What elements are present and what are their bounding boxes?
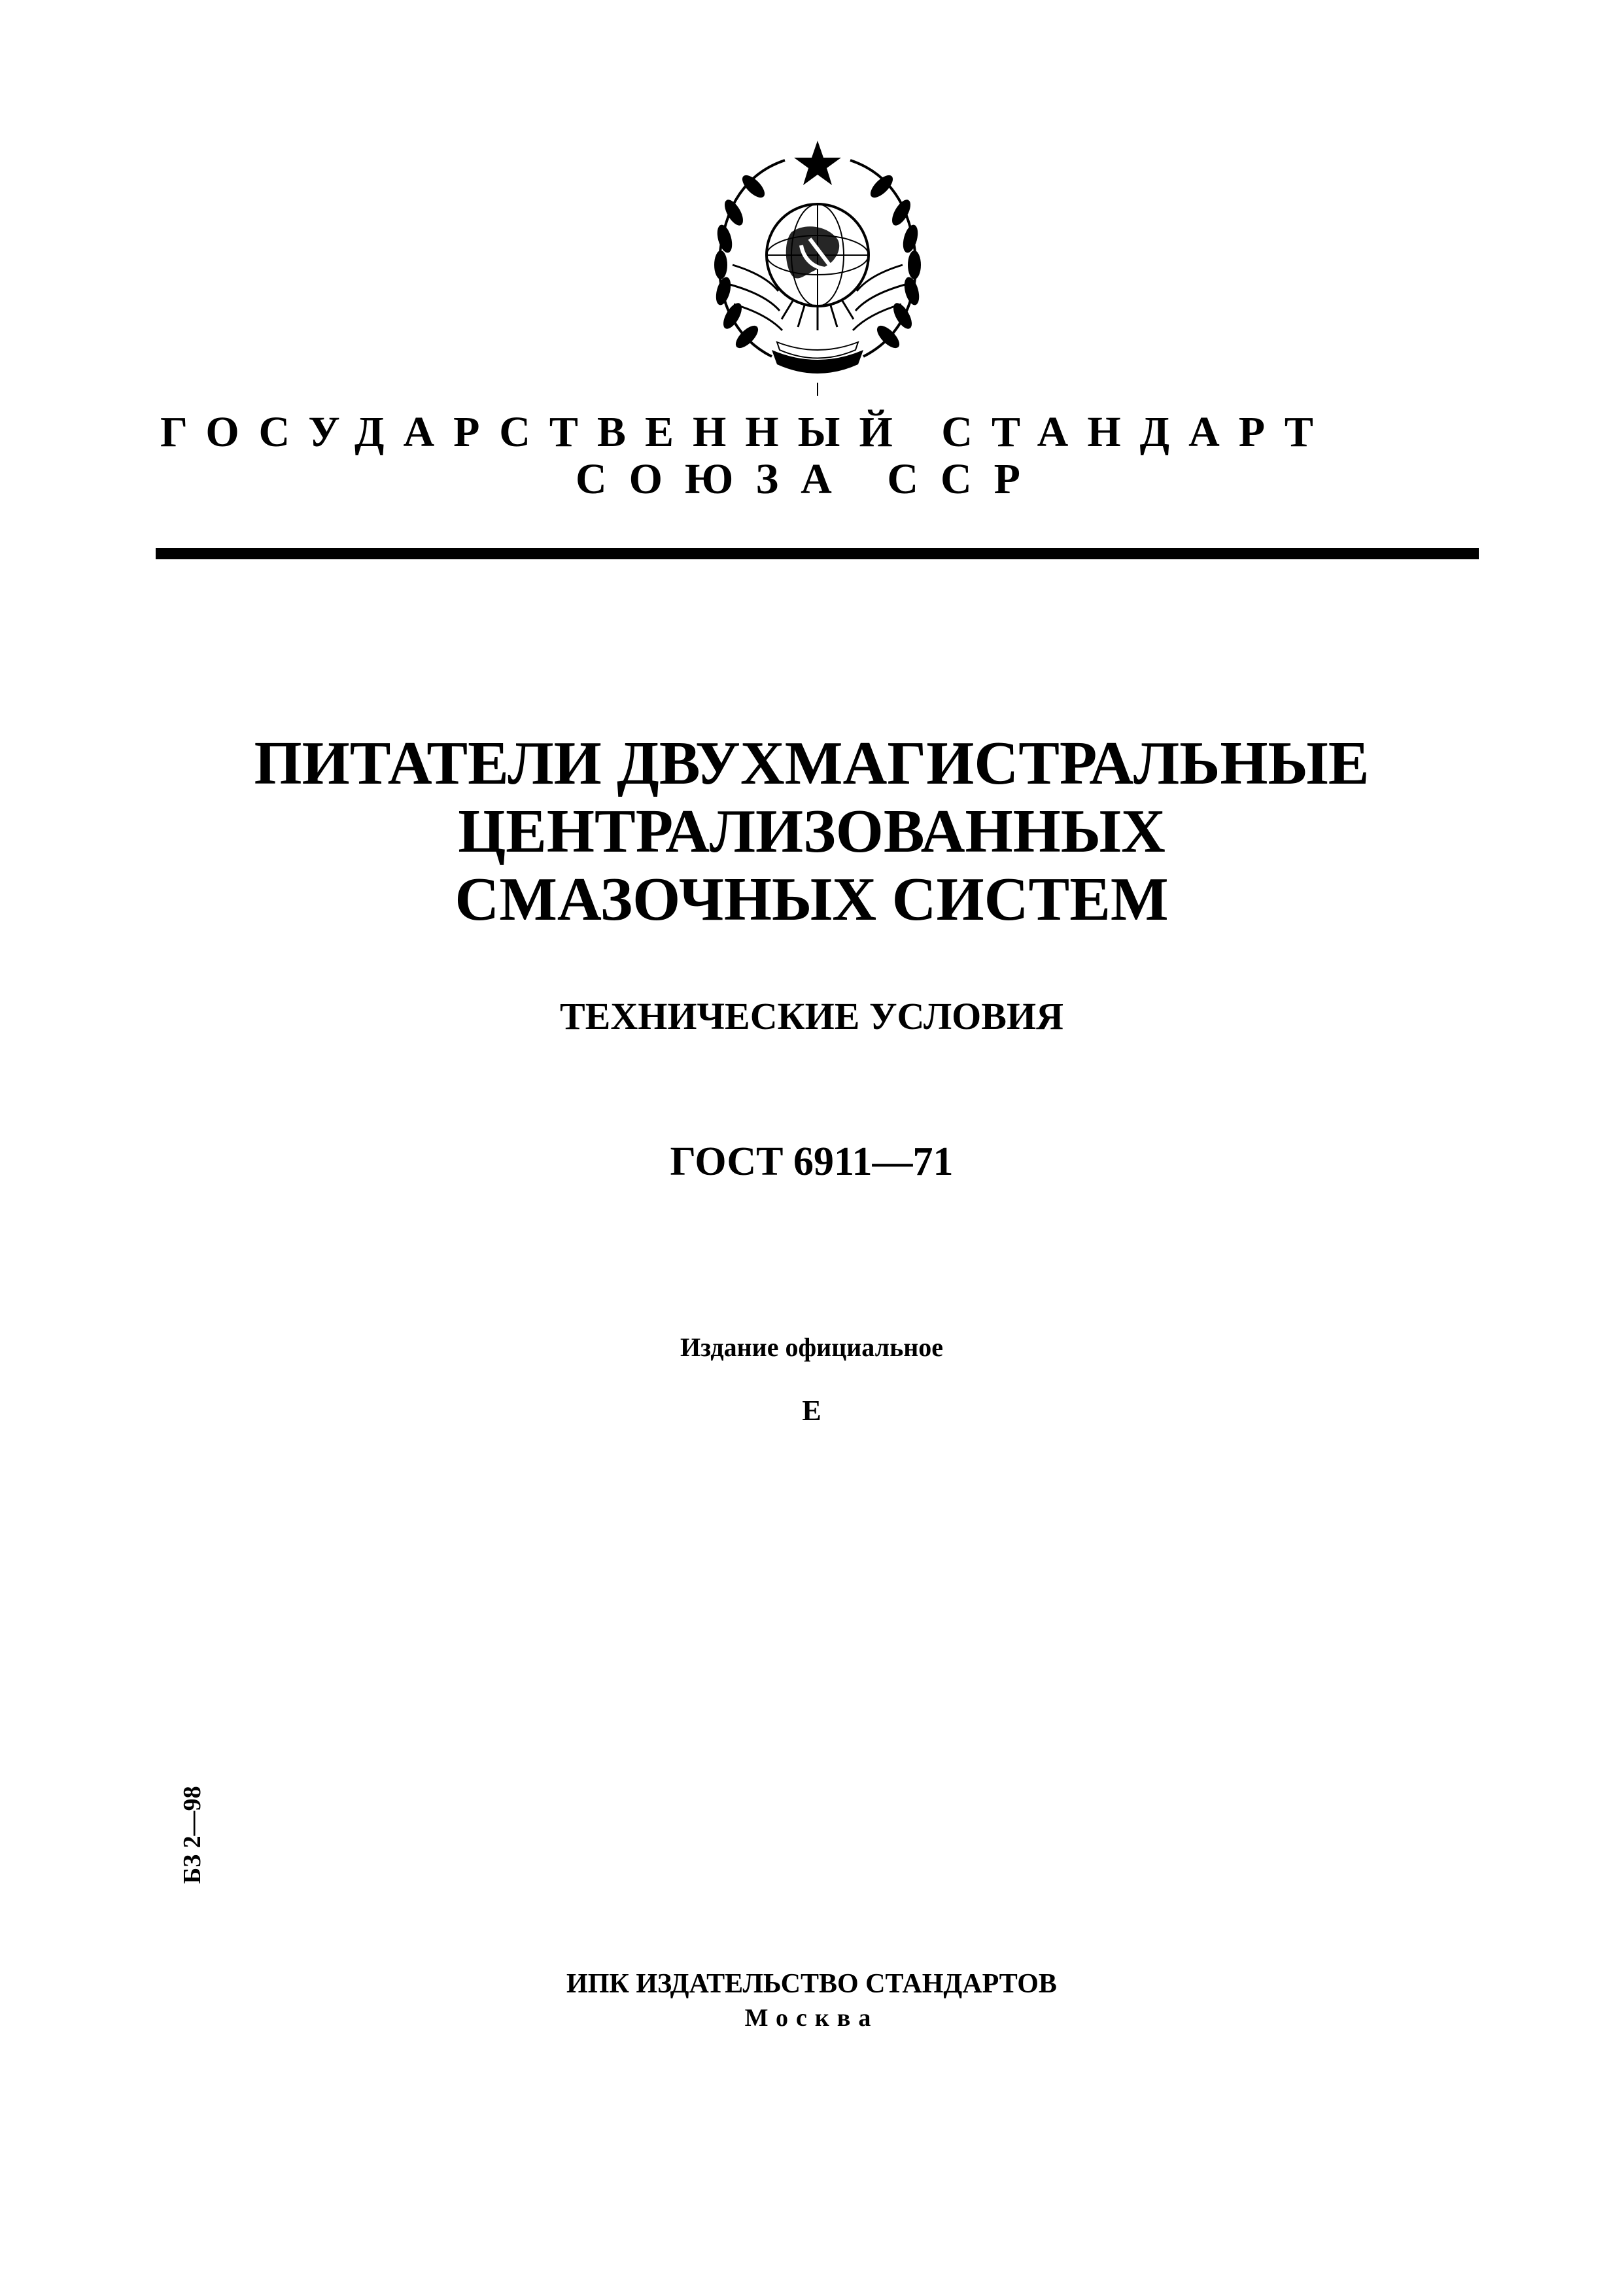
document-title [158, 729, 1466, 933]
header-ussr: СОЮЗА ССР [576, 455, 1043, 503]
edition-mark: Е [802, 1395, 821, 1427]
header-divider [156, 548, 1479, 559]
title-line-3: СМАЗОЧНЫХ СИСТЕМ [455, 865, 1169, 933]
side-code: БЗ 2—98 [179, 1786, 206, 1884]
edition-label: Издание официальное [680, 1332, 944, 1362]
title-line-1: ПИТАТЕЛИ ДВУХМАГИСТРАЛЬНЫЕ [254, 729, 1370, 797]
header-state-standard: ГОСУДАРСТВЕННЫЙ СТАНДАРТ [160, 408, 1332, 456]
publisher-city: Москва [744, 2004, 879, 2032]
document-subtitle: ТЕХНИЧЕСКИЕ УСЛОВИЯ [559, 995, 1063, 1037]
publisher-name: ИПК ИЗДАТЕЛЬСТВО СТАНДАРТОВ [566, 1969, 1057, 1999]
ussr-state-emblem-icon [693, 134, 942, 402]
title-line-2: ЦЕНТРАЛИЗОВАННЫХ [458, 797, 1166, 865]
standard-number: ГОСТ 6911—71 [670, 1139, 954, 1184]
